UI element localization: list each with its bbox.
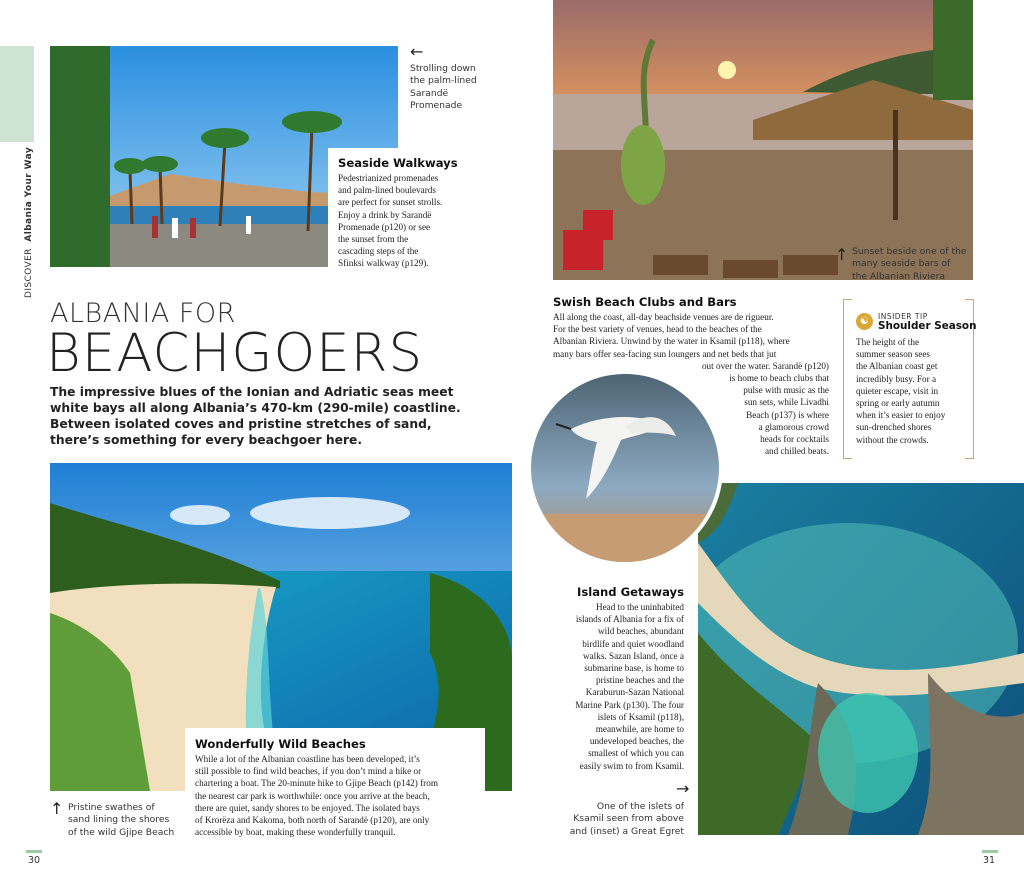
body-line: sun-drenched shores — [856, 422, 932, 433]
tip-body — [856, 336, 968, 446]
body-line: While a lot of the Albanian coastline has been developed, it’s — [195, 754, 420, 764]
body-line: of Krorëza and Kakoma, both north of Sarandë (p120), are only — [195, 815, 430, 826]
photo-egret-inset — [531, 374, 719, 562]
body-line: quieter escape, visit in — [856, 385, 939, 396]
section-tab — [0, 46, 34, 142]
feature-walkways — [338, 156, 478, 270]
island-title: Island Getaways — [577, 585, 684, 599]
caption-line: Strolling down — [410, 63, 476, 74]
section-label: DISCOVER — [24, 248, 34, 298]
body-line: pulse with music as the — [743, 385, 829, 396]
caption-line: Sunset beside one of the — [852, 246, 967, 257]
body-line: cascading steps of the — [338, 246, 419, 257]
body-line: the sunset from the — [338, 234, 409, 245]
body-line: All along the coast, all-day beachside venues are de rigueur. — [553, 312, 774, 322]
body-line: islets of Ksamil (p118), — [597, 711, 684, 722]
page-title: BEACHGOERS — [46, 323, 424, 384]
speech-bubble-icon: ☯ — [856, 313, 873, 330]
body-line: the Albanian coast get — [856, 361, 938, 372]
island-body — [556, 601, 684, 772]
body-line: Karaburun-Sazan National — [585, 687, 684, 698]
body-line: Enjoy a drink by Sarandë — [338, 209, 432, 220]
tip-label: INSIDER TIP — [878, 312, 928, 321]
body-line: wild beaches, abundant — [598, 626, 684, 637]
caption-line: of the wild Gjipe Beach — [68, 826, 175, 838]
caption-line: the Albanian Riviera — [852, 270, 946, 282]
page-number-left: 30 — [28, 855, 41, 866]
photo-sunset-bar — [553, 0, 973, 280]
body-line: islands of Albania for a fix of — [575, 614, 684, 625]
body-line: Head to the uninhabited — [595, 602, 684, 612]
body-line: summer season sees — [856, 349, 930, 360]
body-line: there are quiet, sandy shores to be enjoyed. The isolated bays — [195, 802, 420, 813]
body-line: out over the water. Sarandë (p120) — [701, 360, 829, 371]
running-header — [24, 148, 38, 298]
caption-line: Ksamil seen from above — [573, 813, 684, 825]
caption-line: Sarandë — [410, 87, 449, 99]
body-line: sun sets, while Livadhi — [744, 397, 829, 408]
feature-island-getaways — [556, 585, 684, 772]
caption-line: many seaside bars of — [852, 258, 951, 270]
body-line: Pedestrianized promenades — [338, 173, 439, 183]
body-line: smallest of which you can — [588, 748, 684, 759]
body-line: are perfect for sunset strolls. — [338, 197, 443, 208]
arrow-right-icon: → — [676, 779, 690, 798]
body-line: meanwhile, are home to — [595, 724, 684, 735]
arrow-up-icon: ↑ — [835, 245, 849, 264]
body-line: pristine beaches and the — [595, 675, 684, 686]
body-line: easily swim to from Ksamil. — [579, 760, 684, 771]
feature-wild-beaches — [195, 737, 485, 838]
tip-title: Shoulder Season — [878, 320, 977, 332]
body-line: Promenade (p120) or see — [338, 221, 431, 232]
body-line: without the crowds. — [856, 434, 929, 445]
body-line: incredibly busy. For a — [856, 373, 937, 384]
body-line: submarine base, is home to — [584, 663, 684, 674]
caption-ksamil — [560, 801, 684, 838]
body-line: a glamorous crowd — [758, 421, 829, 432]
body-line: when it’s easier to enjoy — [856, 410, 946, 421]
photo-ksamil-aerial — [698, 483, 1024, 835]
body-line: still possible to find wild beaches, if you don’t mind a hike or — [195, 766, 422, 777]
body-line: spring or early autumn — [856, 398, 940, 409]
body-line: undeveloped beaches, the — [589, 736, 684, 747]
page-number-bar — [26, 850, 42, 853]
body-line: and palm-lined boulevards — [338, 185, 436, 196]
body-line: birdlife and quiet woodland — [582, 638, 684, 649]
walkways-title: Seaside Walkways — [338, 156, 458, 170]
body-line: The height of the — [856, 337, 920, 347]
body-line: accessible by boat, making these wonderfully tranquil. — [195, 827, 396, 838]
body-line: Sfinksi walkway (p129). — [338, 258, 429, 269]
caption-line: the palm-lined — [410, 75, 477, 87]
body-line: For the best variety of venues, head to the beaches of the — [553, 324, 762, 335]
heading-kicker: ALBANIA FOR — [50, 298, 236, 329]
body-line: heads for cocktails — [760, 434, 829, 445]
page-number-bar — [982, 850, 998, 853]
body-line: Albanian Riviera. Unwind by the water in Ksamil (p118), where — [553, 336, 790, 347]
wild-title: Wonderfully Wild Beaches — [195, 737, 366, 751]
body-line: many bars offer sea-facing sun loungers and net beds that jut — [553, 348, 777, 359]
arrow-up-icon: ↑ — [50, 799, 64, 818]
body-line: is home to beach clubs that — [729, 373, 829, 384]
wild-body — [195, 753, 485, 838]
body-line: walks. Sazan Island, once a — [582, 650, 684, 661]
body-line: the nearest car park is worthwhile: once you arrive at the beach, — [195, 790, 430, 801]
walkways-body — [338, 172, 478, 270]
caption-line: sand lining the shores — [68, 814, 170, 826]
body-line: Marine Park (p130). The four — [575, 699, 684, 710]
body-line: chartering a boat. The 20-minute hike to Gjipe Beach (p142) from — [195, 778, 438, 789]
caption-line: and (inset) a Great Egret — [569, 825, 684, 837]
caption-promenade — [410, 63, 490, 113]
arrow-left-icon: ← — [410, 42, 424, 61]
caption-sunset — [852, 246, 982, 283]
chapter-label: Albania Your Way — [24, 146, 34, 242]
page-number-right: 31 — [983, 855, 996, 866]
caption-line: One of the islets of — [596, 801, 684, 812]
beachclubs-title: Swish Beach Clubs and Bars — [553, 295, 737, 309]
body-line: Beach (p137) is where — [746, 409, 829, 420]
body-line: and chilled beats. — [764, 446, 829, 457]
caption-line: Pristine swathes of — [68, 802, 155, 813]
caption-line: Promenade — [410, 100, 463, 112]
intro-paragraph: The impressive blues of the Ionian and Adriatic seas meet white bays all along Albania’s 470-km (290-mile) coastline. Between isolated coves and pristine stretches of sand, there’s something for every beachgoer here. — [50, 385, 461, 447]
caption-gjipe — [68, 802, 183, 839]
